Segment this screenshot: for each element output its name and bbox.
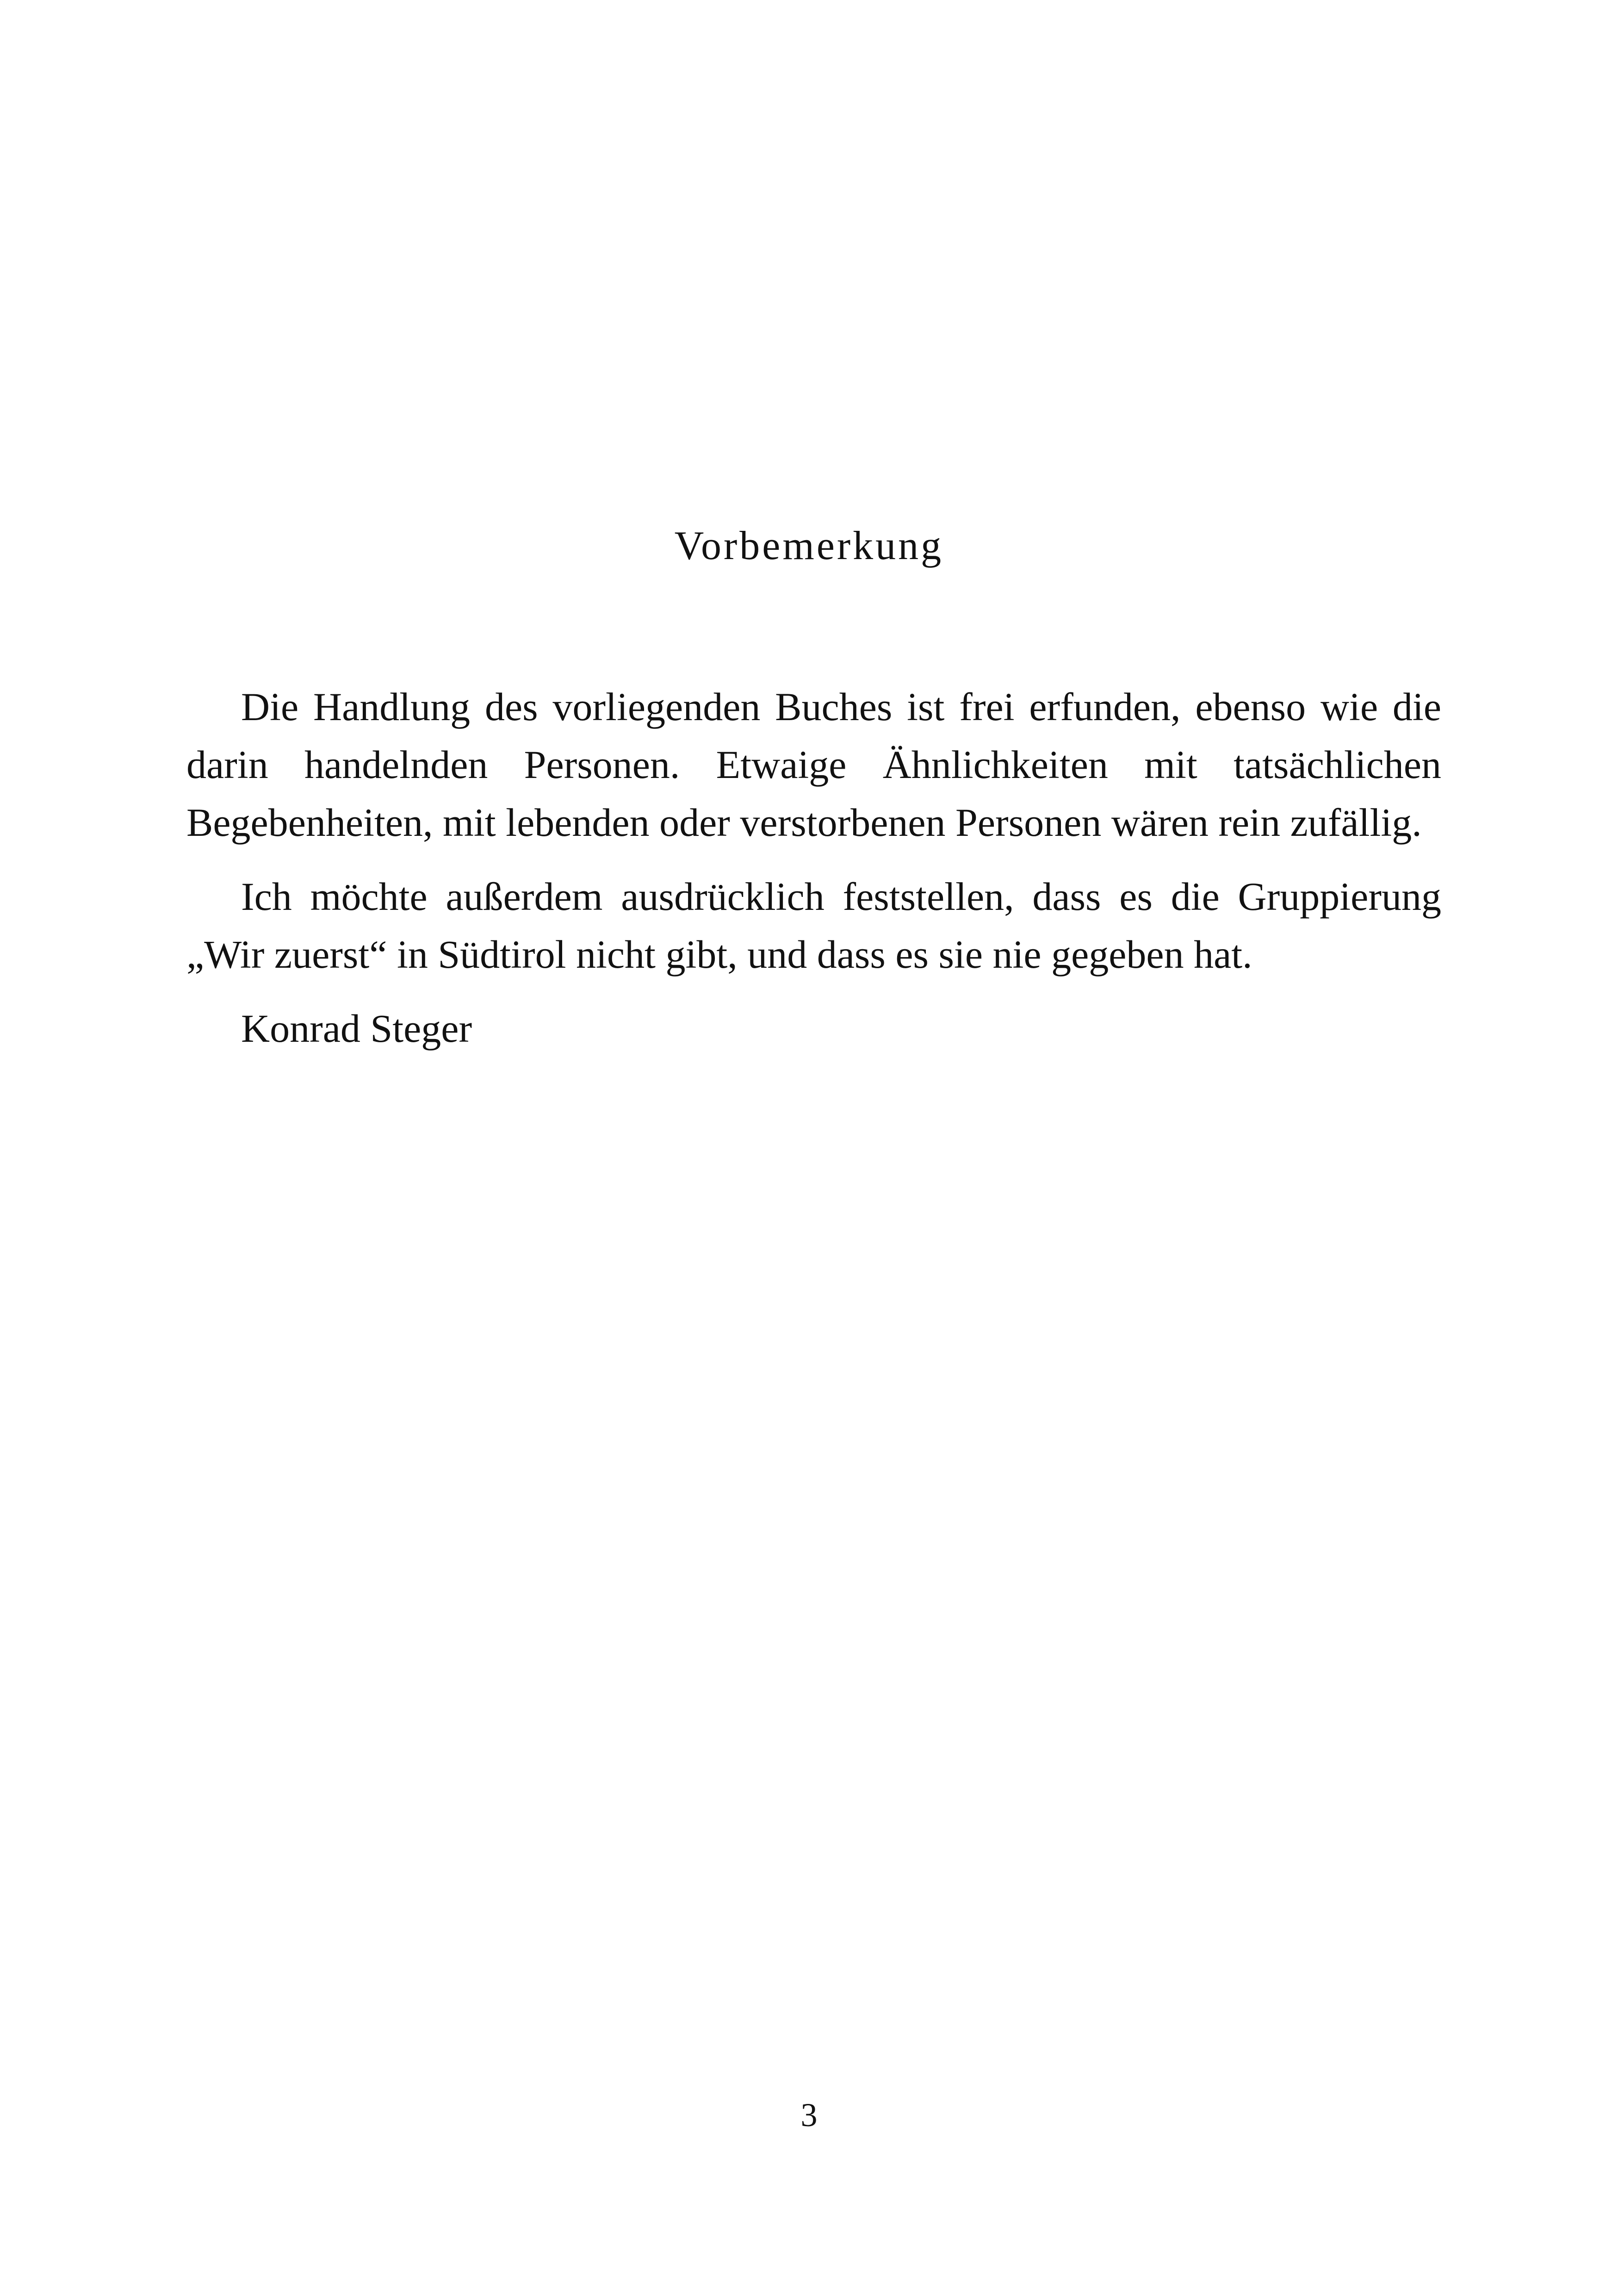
author-signature: Konrad Steger <box>241 1006 472 1051</box>
preface-paragraph-2: Ich möchte außerdem ausdrücklich feststellen, dass es die Gruppierung „Wir zuerst“ in Südtirol nicht gibt, und dass es sie nie gegeben hat. <box>186 874 1441 977</box>
page-number: 3 <box>800 2097 818 2134</box>
preface-text <box>186 678 1441 1058</box>
preface-paragraph-1: Die Handlung des vorliegenden Buches ist frei erfunden, ebenso wie die darin handelnden Personen. Etwaige Ähnlichkeiten mit tatsächlichen Begebenheiten, mit lebenden oder verstorbenen Personen wären rein zufällig. <box>186 684 1441 845</box>
page-heading: Vorbemerkung <box>674 523 944 568</box>
